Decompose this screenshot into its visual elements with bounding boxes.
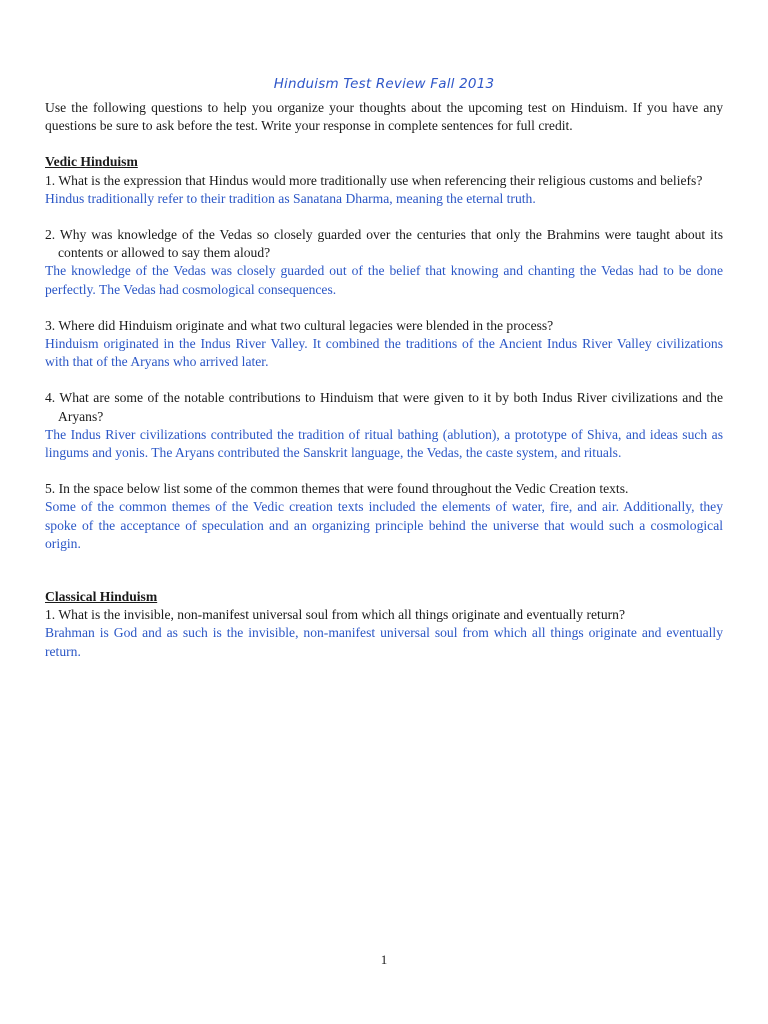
- answer-2: The knowledge of the Vedas was closely guarded out of the belief that knowing and chanting the Vedas had to be done perfectly. The Vedas had cosmological consequences.: [45, 263, 723, 297]
- intro-paragraph: Use the following questions to help you organize your thoughts about the upcoming test on Hinduism. If you have any questions be sure to ask before the test. Write your response in complete sentences for full credit.: [45, 100, 723, 134]
- document-title: Hinduism Test Review Fall 2013: [273, 76, 495, 92]
- question-1: 1. What is the expression that Hindus would more traditionally use when referencing their religious customs and beliefs?: [45, 172, 703, 188]
- question-2: 2. Why was knowledge of the Vedas so closely guarded over the centuries that only the Brahmins were taught about its contents or allowed to say them aloud?: [45, 227, 723, 261]
- classical-question-1: 1. What is the invisible, non-manifest universal soul from which all things originate and eventually return?: [45, 607, 625, 623]
- document-body: [45, 76, 723, 661]
- answer-3: Hinduism originated in the Indus River Valley. It combined the traditions of the Ancient Indus River Valley civilizations with that of the Aryans who arrived later.: [45, 336, 723, 370]
- classical-answer-1: Brahman is God and as such is the invisible, non-manifest universal soul from which all things originate and eventually return.: [45, 625, 723, 659]
- answer-4: The Indus River civilizations contributed the tradition of ritual bathing (ablution), a prototype of Shiva, and ideas such as lingums and yonis. The Aryans contributed the Sanskrit language, the Vedas, the caste system, and rituals.: [45, 426, 723, 461]
- answer-1: Hindus traditionally refer to their tradition as Sanatana Dharma, meaning the eternal truth.: [45, 190, 536, 206]
- section-heading-vedic: Vedic Hinduism: [45, 154, 138, 170]
- question-3: 3. Where did Hinduism originate and what two cultural legacies were blended in the process?: [45, 317, 554, 333]
- question-4: 4. What are some of the notable contributions to Hinduism that were given to it by both Indus River civilizations and the Aryans?: [45, 390, 723, 424]
- question-5: 5. In the space below list some of the common themes that were found throughout the Vedic Creation texts.: [45, 481, 629, 497]
- page-number: 1: [380, 952, 388, 967]
- section-heading-classical: Classical Hinduism: [45, 589, 158, 605]
- answer-5: Some of the common themes of the Vedic creation texts included the elements of water, fire, and air. Additionally, they spoke of the acceptance of speculation and an organizing principle behind the universe that would such a cosmological origin.: [45, 499, 723, 551]
